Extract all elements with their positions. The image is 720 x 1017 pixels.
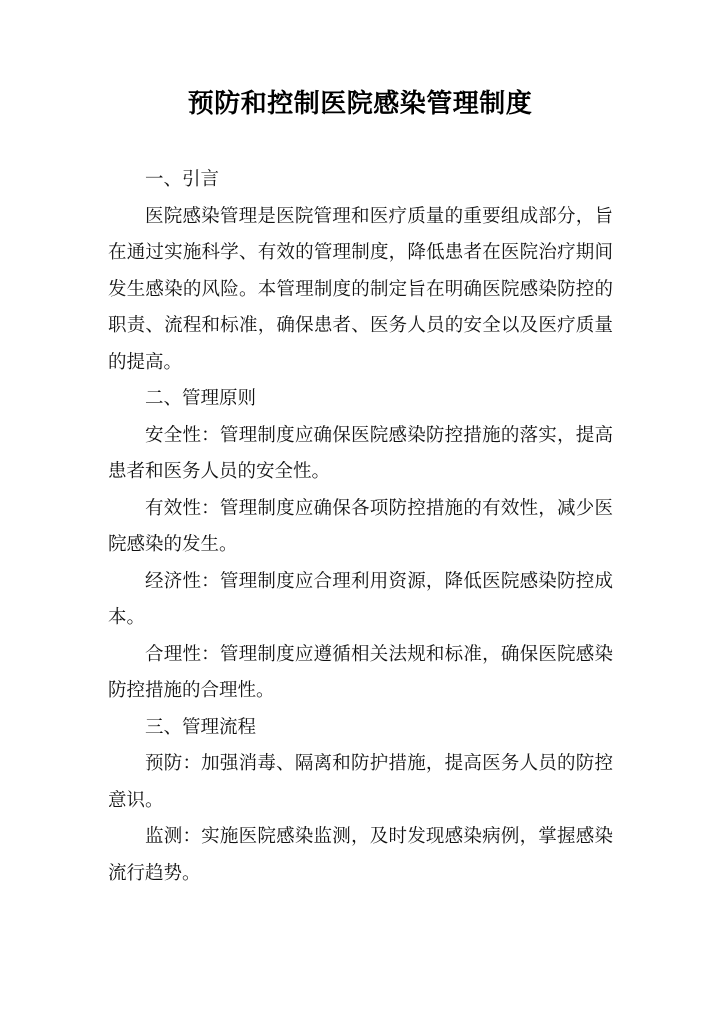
process-prevention-paragraph: 预防：加强消毒、隔离和防护措施，提高医务人员的防控意识。 xyxy=(108,753,613,811)
principle-safety-paragraph: 安全性：管理制度应确保医院感染防控措施的落实，提高患者和医务人员的安全性。 xyxy=(108,424,613,482)
principle-effectiveness-paragraph: 有效性：管理制度应确保各项防控措施的有效性，减少医院感染的发生。 xyxy=(108,497,613,555)
introduction-paragraph: 医院感染管理是医院管理和医疗质量的重要组成部分，旨在通过实施科学、有效的管理制度，降低患者在医院治疗期间发生感染的风险。本管理制度的制定旨在明确医院感染防控的职责、流程和标准，确保患者、医务人员的安全以及医疗质量的提高。 xyxy=(108,205,613,373)
process-monitoring-paragraph: 监测：实施医院感染监测，及时发现感染病例，掌握感染流行趋势。 xyxy=(108,826,613,884)
section-heading-introduction: 一、引言 xyxy=(145,169,220,190)
principle-economy-paragraph: 经济性：管理制度应合理利用资源，降低医院感染防控成本。 xyxy=(108,570,613,628)
section-heading-principles: 二、管理原则 xyxy=(145,388,257,409)
document-title: 预防和控制医院感染管理制度 xyxy=(187,89,533,119)
document-body xyxy=(108,162,613,892)
section-heading-process: 三、管理流程 xyxy=(145,716,257,738)
principle-rationality-paragraph: 合理性：管理制度应遵循相关法规和标准，确保医院感染防控措施的合理性。 xyxy=(108,643,613,701)
